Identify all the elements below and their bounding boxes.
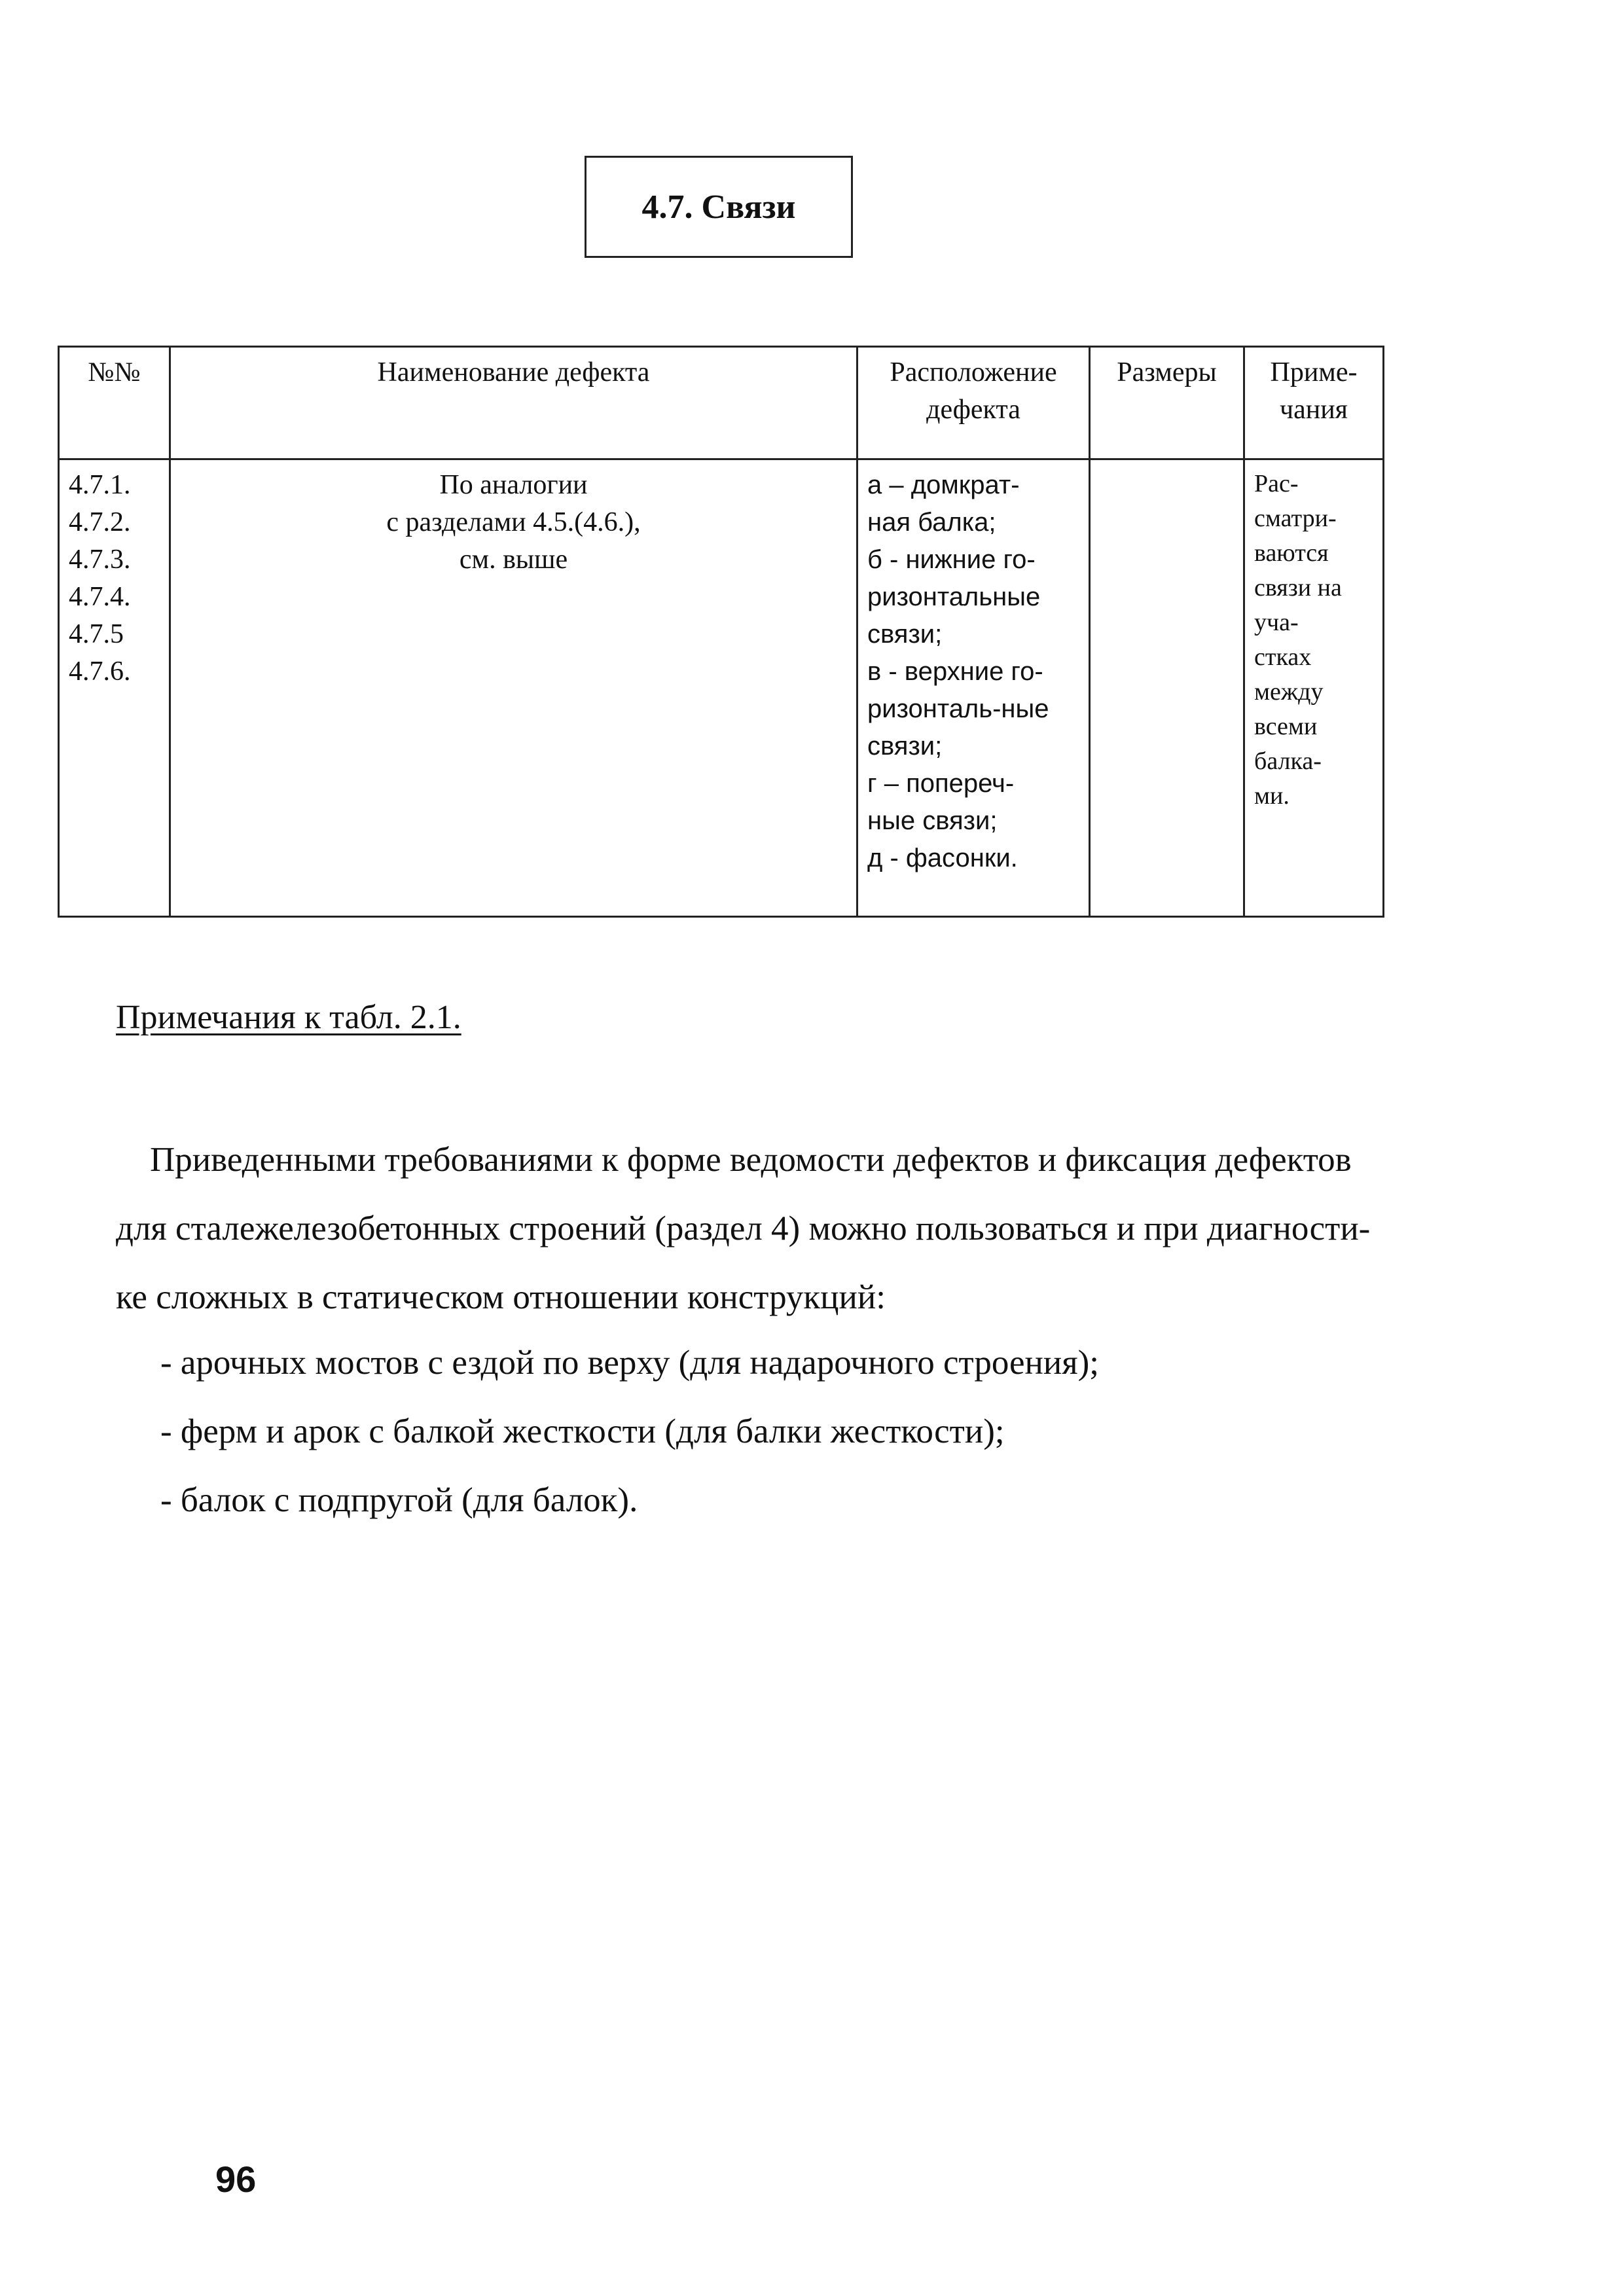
defect-name-line: с разделами 4.5.(4.6.), <box>386 507 641 537</box>
note-line: Рас- <box>1254 470 1299 497</box>
location-line: г – попереч- <box>867 769 1015 798</box>
header-number: №№ <box>59 347 170 459</box>
location-line: ризонталь-ные <box>867 694 1049 723</box>
defect-name-cell <box>170 459 857 917</box>
header-size: Размеры <box>1090 347 1244 459</box>
location-line: ная балка; <box>867 508 996 537</box>
row-number: 4.7.6. <box>69 656 131 687</box>
location-line: ные связи; <box>867 806 998 835</box>
note-line: между <box>1254 678 1324 706</box>
paragraph-line: Приведенными требованиями к форме ведомости дефектов и фиксация дефектов <box>150 1141 1352 1179</box>
location-line: в - верхние го- <box>867 657 1043 686</box>
location-line: б - нижние го- <box>867 545 1036 574</box>
defect-name-line: см. выше <box>459 545 568 575</box>
bullet-item: - ферм и арок с балкой жесткости (для балки жесткости); <box>160 1412 1005 1450</box>
row-numbers-cell <box>59 459 170 917</box>
note-line: всеми <box>1254 713 1318 740</box>
location-line: связи; <box>867 620 943 649</box>
note-line: уча- <box>1254 609 1299 636</box>
defect-notes-cell <box>1244 459 1384 917</box>
bullet-item: - балок с подпругой (для балок). <box>160 1481 638 1519</box>
note-line: ваются <box>1254 539 1329 567</box>
defect-location-cell <box>857 459 1090 917</box>
note-line: балка- <box>1254 747 1322 775</box>
note-line: ми. <box>1254 782 1290 810</box>
defects-table <box>58 346 1384 918</box>
notes-paragraph <box>116 1126 1471 1332</box>
note-line: сматри- <box>1254 505 1337 532</box>
location-line: а – домкрат- <box>867 471 1020 499</box>
defect-size-cell <box>1090 459 1244 917</box>
table-row <box>59 459 1384 917</box>
note-line: стках <box>1254 643 1312 671</box>
row-number: 4.7.4. <box>69 582 131 612</box>
paragraph-line: для сталежелезобетонных строений (раздел 4) можно пользоваться и при диагности- <box>116 1210 1371 1247</box>
header-location: Расположение дефекта <box>857 347 1090 459</box>
row-number: 4.7.1. <box>69 470 131 500</box>
location-line: ризонтальные <box>867 583 1041 611</box>
row-number: 4.7.2. <box>69 507 131 537</box>
table-header-row <box>59 347 1384 459</box>
header-name: Наименование дефекта <box>170 347 857 459</box>
row-number: 4.7.5 <box>69 619 124 649</box>
notes-heading: Примечания к табл. 2.1. <box>116 999 461 1036</box>
note-line: связи на <box>1254 574 1342 601</box>
bullet-item: - арочных мостов с ездой по верху (для надарочного строения); <box>160 1344 1100 1382</box>
location-line: д - фасонки. <box>867 844 1018 872</box>
notes-bullet-list <box>160 1329 1099 1535</box>
location-line: связи; <box>867 732 943 761</box>
header-notes: Приме-чания <box>1244 347 1384 459</box>
defect-name-line: По аналогии <box>439 470 588 500</box>
page-number: 96 <box>215 2159 257 2200</box>
row-number: 4.7.3. <box>69 545 131 575</box>
paragraph-line: ке сложных в статическом отношении конструкций: <box>116 1278 886 1316</box>
section-title: 4.7. Связи <box>585 156 853 258</box>
